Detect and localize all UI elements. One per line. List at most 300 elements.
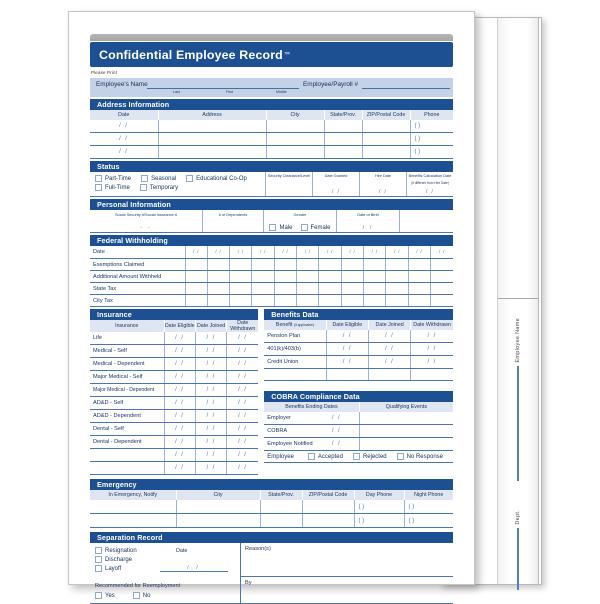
benefits-date-eligible[interactable]: / / bbox=[326, 356, 368, 369]
cobra-header-row bbox=[264, 402, 453, 412]
cobra-date-cell[interactable]: / / bbox=[314, 438, 359, 451]
benefits-date-joined[interactable]: / / bbox=[368, 330, 410, 343]
address-city-cell[interactable] bbox=[266, 146, 324, 159]
label-date-granted: Date Granted bbox=[324, 174, 348, 178]
insurance-date-withdrawn[interactable]: / / bbox=[227, 371, 258, 384]
label-employee: Employee bbox=[267, 453, 294, 460]
insurance-col-name: Insurance bbox=[90, 320, 164, 332]
insurance-date-joined[interactable]: / / bbox=[195, 449, 226, 462]
fw-cell[interactable] bbox=[341, 271, 363, 283]
fw-cell[interactable] bbox=[207, 295, 229, 307]
emergency-day-phone-cell[interactable]: ( ) bbox=[354, 500, 404, 514]
separation-body bbox=[90, 543, 453, 604]
insurance-date-joined[interactable]: / / bbox=[195, 384, 226, 397]
fw-cell[interactable] bbox=[408, 271, 430, 283]
insurance-date-eligible[interactable]: / / bbox=[164, 371, 195, 384]
address-street-cell[interactable] bbox=[158, 133, 266, 146]
benefits-date-eligible[interactable]: / / bbox=[326, 343, 368, 356]
tab-label-dept: Dept. bbox=[515, 510, 521, 525]
insurance-header-row bbox=[90, 320, 258, 332]
fw-cell[interactable] bbox=[274, 283, 296, 295]
field-hire-date[interactable] bbox=[359, 172, 406, 196]
label-separation-date: Date bbox=[176, 548, 188, 554]
checkbox-reemployment-no[interactable] bbox=[133, 592, 140, 599]
fw-cell[interactable] bbox=[341, 259, 363, 271]
benefits-date-withdrawn[interactable]: / / bbox=[411, 343, 453, 356]
label-temporary: Temporary bbox=[149, 184, 179, 191]
trademark-symbol: ™ bbox=[283, 51, 290, 58]
table-row bbox=[90, 397, 258, 410]
table-row bbox=[90, 259, 453, 271]
fw-date-cell[interactable]: / / bbox=[185, 246, 207, 259]
status-row-1 bbox=[95, 175, 265, 182]
insurance-date-eligible[interactable]: / / bbox=[164, 410, 195, 423]
tab-field-employee-name bbox=[498, 318, 538, 481]
insurance-date-eligible[interactable]: / / bbox=[164, 358, 195, 371]
insurance-date-joined[interactable]: / / bbox=[195, 358, 226, 371]
fw-cell[interactable] bbox=[297, 295, 319, 307]
checkbox-discharge[interactable] bbox=[95, 556, 102, 563]
fw-date-cell[interactable]: / / bbox=[207, 246, 229, 259]
gender-options bbox=[264, 224, 336, 231]
fw-cell[interactable] bbox=[386, 283, 408, 295]
status-checkbox-group bbox=[90, 172, 265, 196]
insurance-date-withdrawn[interactable]: / / bbox=[227, 397, 258, 410]
fw-date-cell[interactable]: / / bbox=[386, 246, 408, 259]
fw-cell[interactable] bbox=[431, 271, 453, 283]
benefits-cobra-column bbox=[264, 309, 453, 475]
address-state-cell[interactable] bbox=[324, 133, 362, 146]
label-female: Female bbox=[310, 224, 331, 231]
emergency-header-row bbox=[90, 490, 453, 500]
fw-row-label-additional: Additional Amount Withheld bbox=[90, 271, 185, 283]
table-row bbox=[90, 449, 258, 462]
fw-cell[interactable] bbox=[252, 259, 274, 271]
label-resignation: Resignation bbox=[105, 547, 137, 554]
address-state-cell[interactable] bbox=[324, 146, 362, 159]
address-phone-cell[interactable]: ( ) bbox=[410, 120, 453, 133]
table-row bbox=[90, 514, 453, 528]
insurance-date-withdrawn[interactable]: / / bbox=[227, 332, 258, 345]
benefits-date-eligible[interactable]: / / bbox=[326, 330, 368, 343]
checkbox-temporary[interactable] bbox=[140, 184, 147, 191]
emergency-col-notify: In Emergency, Notify bbox=[90, 490, 176, 500]
label-no-response: No Response bbox=[406, 453, 443, 460]
benefits-col-label: Benefit bbox=[275, 322, 293, 328]
emergency-notify-cell[interactable] bbox=[90, 514, 176, 528]
insurance-row-label: AD&D - Self bbox=[90, 397, 164, 410]
insurance-date-withdrawn[interactable]: / / bbox=[227, 423, 258, 436]
label-hire-date: Hire Date bbox=[374, 174, 392, 178]
fw-cell[interactable] bbox=[386, 295, 408, 307]
two-column-area bbox=[90, 309, 453, 475]
insurance-date-joined[interactable]: / / bbox=[195, 397, 226, 410]
fw-cell[interactable] bbox=[185, 271, 207, 283]
document-title-bar bbox=[90, 42, 453, 67]
emergency-state-cell[interactable] bbox=[260, 514, 302, 528]
table-row bbox=[90, 246, 453, 259]
value-ssn: - - bbox=[140, 225, 152, 231]
cobra-event-cell[interactable] bbox=[359, 425, 453, 438]
field-dependents[interactable] bbox=[203, 210, 264, 232]
fw-cell[interactable] bbox=[341, 295, 363, 307]
insurance-date-joined[interactable]: / / bbox=[195, 462, 226, 475]
label-full-time: Full-Time bbox=[105, 184, 130, 191]
checkbox-educational-co-op[interactable] bbox=[186, 175, 193, 182]
insurance-row-label: Major Medical - Self bbox=[90, 371, 164, 384]
field-ssn[interactable] bbox=[90, 210, 203, 232]
title-gray-bar bbox=[90, 34, 453, 41]
payroll-number-input[interactable] bbox=[362, 88, 450, 89]
insurance-row-label: Medical - Self bbox=[90, 345, 164, 358]
fw-cell[interactable] bbox=[252, 295, 274, 307]
checkbox-layoff[interactable] bbox=[95, 565, 102, 572]
insurance-date-withdrawn[interactable]: / / bbox=[227, 449, 258, 462]
insurance-table bbox=[90, 320, 258, 475]
field-gender bbox=[264, 210, 337, 232]
fw-cell[interactable] bbox=[319, 259, 341, 271]
table-row bbox=[264, 438, 453, 451]
fw-cell[interactable] bbox=[408, 259, 430, 271]
field-date-granted[interactable] bbox=[312, 172, 359, 196]
insurance-row-label[interactable] bbox=[90, 449, 164, 462]
please-print-note: Please Print bbox=[91, 70, 118, 75]
table-row bbox=[90, 423, 258, 436]
field-date-of-birth[interactable] bbox=[337, 210, 400, 232]
fw-date-cell[interactable]: / / bbox=[274, 246, 296, 259]
fw-cell[interactable] bbox=[319, 295, 341, 307]
insurance-date-joined[interactable]: / / bbox=[195, 332, 226, 345]
checkbox-resignation[interactable] bbox=[95, 547, 102, 554]
fw-cell[interactable] bbox=[297, 259, 319, 271]
label-discharge: Discharge bbox=[105, 556, 133, 563]
emergency-col-night-phone: Night Phone bbox=[404, 490, 453, 500]
employee-name-label: Employee's Name bbox=[96, 81, 148, 88]
fw-cell[interactable] bbox=[431, 295, 453, 307]
field-benefits-calc-date[interactable] bbox=[406, 172, 453, 196]
address-city-cell[interactable] bbox=[266, 133, 324, 146]
address-phone-cell[interactable]: ( ) bbox=[410, 133, 453, 146]
input-separation-date[interactable]: / / bbox=[160, 565, 228, 572]
address-col-zip: ZIP/Postal Code bbox=[362, 110, 410, 120]
fw-cell[interactable] bbox=[252, 271, 274, 283]
checkbox-seasonal[interactable] bbox=[141, 175, 148, 182]
fw-cell[interactable] bbox=[207, 259, 229, 271]
address-street-cell[interactable] bbox=[158, 120, 266, 133]
insurance-date-withdrawn[interactable]: / / bbox=[227, 384, 258, 397]
fw-cell[interactable] bbox=[364, 295, 386, 307]
address-date-cell[interactable]: / / bbox=[90, 120, 158, 133]
benefits-date-joined[interactable] bbox=[368, 369, 410, 381]
fw-cell[interactable] bbox=[207, 283, 229, 295]
table-row bbox=[90, 410, 258, 423]
benefits-date-eligible[interactable] bbox=[326, 369, 368, 381]
fw-cell[interactable] bbox=[252, 283, 274, 295]
section-header-cobra: COBRA Compliance Data bbox=[264, 391, 453, 402]
cobra-event-cell[interactable] bbox=[359, 438, 453, 451]
benefits-col-date-joined: Date Joined bbox=[368, 320, 410, 330]
fw-cell[interactable] bbox=[341, 283, 363, 295]
table-row bbox=[90, 120, 453, 133]
label-recommended-reemployment: Recommended for Reemployment bbox=[95, 583, 181, 589]
insurance-row-label: Dental - Self bbox=[90, 423, 164, 436]
checkbox-accepted[interactable] bbox=[308, 453, 315, 460]
insurance-row-label: AD&D - Dependent bbox=[90, 410, 164, 423]
folder-side-tab bbox=[497, 17, 539, 585]
checkbox-no-response[interactable] bbox=[397, 453, 404, 460]
benefits-row-label: Credit Union bbox=[264, 356, 326, 369]
address-state-cell[interactable] bbox=[324, 120, 362, 133]
table-row bbox=[90, 462, 258, 475]
sublabel-benefits-calc-date: (if different from Hire Date) bbox=[411, 180, 449, 185]
insurance-row-label: Major Medical - Dependent bbox=[90, 384, 164, 397]
field-personal-extra[interactable] bbox=[400, 210, 453, 232]
address-date-cell[interactable]: / / bbox=[90, 146, 158, 159]
tab-divider bbox=[498, 298, 538, 299]
emergency-night-phone-cell[interactable]: ( ) bbox=[404, 500, 453, 514]
label-security-clearance: Security Clearance/Level bbox=[267, 174, 311, 178]
insurance-date-joined[interactable]: / / bbox=[195, 436, 226, 449]
cobra-row-label: Employer bbox=[264, 412, 314, 425]
benefits-col-date-eligible: Date Eligible bbox=[326, 320, 368, 330]
fw-cell[interactable] bbox=[230, 271, 252, 283]
benefits-date-withdrawn[interactable]: / / bbox=[411, 356, 453, 369]
cobra-col-ending-dates: Benefits Ending Dates bbox=[264, 402, 359, 412]
value-hire-date: / / bbox=[378, 189, 388, 195]
emergency-zip-cell[interactable] bbox=[302, 514, 354, 528]
page-title: Confidential Employee Record bbox=[99, 47, 283, 62]
address-table bbox=[90, 110, 453, 159]
cobra-date-cell[interactable]: / / bbox=[314, 425, 359, 438]
insurance-date-withdrawn[interactable]: / / bbox=[227, 345, 258, 358]
insurance-date-eligible[interactable]: / / bbox=[164, 345, 195, 358]
name-sublabel-middle: Middle bbox=[276, 90, 287, 94]
benefits-date-withdrawn[interactable] bbox=[411, 369, 453, 381]
benefits-date-joined[interactable]: / / bbox=[368, 356, 410, 369]
input-by[interactable]: By bbox=[245, 580, 252, 586]
payroll-number-label: Employee/Payroll # bbox=[303, 81, 359, 88]
cobra-date-cell[interactable]: / / bbox=[314, 412, 359, 425]
section-header-status: Status bbox=[90, 161, 453, 172]
fw-cell[interactable] bbox=[297, 283, 319, 295]
table-row bbox=[90, 332, 258, 345]
fw-cell[interactable] bbox=[364, 283, 386, 295]
fw-date-cell[interactable]: / / bbox=[319, 246, 341, 259]
insurance-date-eligible[interactable]: / / bbox=[164, 449, 195, 462]
input-reasons[interactable]: Reason(s) bbox=[241, 543, 453, 577]
section-header-separation: Separation Record bbox=[90, 532, 453, 543]
benefits-date-withdrawn[interactable]: / / bbox=[411, 330, 453, 343]
cobra-row-label: Employee Notified bbox=[264, 438, 314, 451]
table-row bbox=[90, 345, 258, 358]
benefits-row-label: 401(k)/403(b) bbox=[264, 343, 326, 356]
insurance-date-joined[interactable]: / / bbox=[195, 345, 226, 358]
fw-cell[interactable] bbox=[408, 295, 430, 307]
reemployment-block bbox=[95, 583, 180, 599]
table-row bbox=[90, 384, 258, 397]
employee-name-band bbox=[90, 78, 453, 97]
fw-cell[interactable] bbox=[408, 283, 430, 295]
insurance-date-joined[interactable]: / / bbox=[195, 410, 226, 423]
insurance-date-eligible[interactable]: / / bbox=[164, 462, 195, 475]
address-zip-cell[interactable] bbox=[362, 146, 410, 159]
fw-date-cell[interactable]: / / bbox=[297, 246, 319, 259]
insurance-date-eligible[interactable]: / / bbox=[164, 332, 195, 345]
fw-cell[interactable] bbox=[319, 271, 341, 283]
table-row bbox=[264, 412, 453, 425]
insurance-date-eligible[interactable]: / / bbox=[164, 423, 195, 436]
cobra-col-qualifying-events: Qualifying Events bbox=[359, 402, 453, 412]
tab-write-line bbox=[517, 528, 518, 590]
fw-date-cell[interactable]: / / bbox=[230, 246, 252, 259]
table-row bbox=[264, 356, 453, 369]
fw-row-label-exemptions: Exemptions Claimed bbox=[90, 259, 185, 271]
address-zip-cell[interactable] bbox=[362, 120, 410, 133]
address-col-address: Address bbox=[158, 110, 266, 120]
label-benefits-calc-date: Benefits Calculation Date bbox=[408, 174, 452, 178]
fw-date-cell[interactable]: / / bbox=[431, 246, 453, 259]
emergency-notify-cell[interactable] bbox=[90, 500, 176, 514]
fw-cell[interactable] bbox=[386, 271, 408, 283]
field-security-clearance[interactable] bbox=[265, 172, 312, 196]
benefits-date-joined[interactable]: / / bbox=[368, 343, 410, 356]
federal-withholding-table bbox=[90, 246, 453, 307]
fw-cell[interactable] bbox=[319, 283, 341, 295]
fw-cell[interactable] bbox=[230, 295, 252, 307]
emergency-city-cell[interactable] bbox=[176, 514, 260, 528]
fw-cell[interactable] bbox=[274, 295, 296, 307]
benefits-col-date-withdrawn: Date Withdrawn bbox=[411, 320, 453, 330]
section-header-federal-withholding: Federal Withholding bbox=[90, 235, 453, 246]
label-ssn: Social Security #/Social Insurance # bbox=[114, 212, 178, 217]
personal-info-body bbox=[90, 210, 453, 233]
checkbox-male[interactable] bbox=[269, 224, 276, 231]
fw-row-label-city-tax: City Tax bbox=[90, 295, 185, 307]
label-dependents: # of Dependents bbox=[218, 212, 248, 217]
address-col-state: State/Prov. bbox=[324, 110, 362, 120]
value-date-granted: / / bbox=[331, 189, 341, 195]
insurance-row-label[interactable] bbox=[90, 462, 164, 475]
fw-cell[interactable] bbox=[207, 271, 229, 283]
fw-cell[interactable] bbox=[185, 283, 207, 295]
checkbox-full-time[interactable] bbox=[95, 184, 102, 191]
separation-row-discharge bbox=[95, 556, 240, 563]
label-educational-co-op: Educational Co-Op bbox=[196, 175, 247, 182]
fw-cell[interactable] bbox=[364, 259, 386, 271]
fw-cell[interactable] bbox=[297, 271, 319, 283]
insurance-date-withdrawn[interactable]: / / bbox=[227, 358, 258, 371]
emergency-day-phone-cell[interactable]: ( ) bbox=[354, 514, 404, 528]
fw-cell[interactable] bbox=[274, 271, 296, 283]
address-zip-cell[interactable] bbox=[362, 133, 410, 146]
label-male: Male bbox=[279, 224, 293, 231]
emergency-state-cell[interactable] bbox=[260, 500, 302, 514]
table-row bbox=[90, 500, 453, 514]
tab-field-dept bbox=[498, 510, 538, 590]
insurance-date-joined[interactable]: / / bbox=[195, 371, 226, 384]
cobra-table bbox=[264, 402, 453, 451]
fw-row-label-date: Date bbox=[90, 246, 185, 259]
emergency-col-state: State/Prov. bbox=[260, 490, 302, 500]
fw-cell[interactable] bbox=[185, 295, 207, 307]
emergency-zip-cell[interactable] bbox=[302, 500, 354, 514]
insurance-col-date-eligible: Date Eligible bbox=[164, 320, 195, 332]
section-header-insurance: Insurance bbox=[90, 309, 258, 320]
address-col-phone: Phone bbox=[410, 110, 453, 120]
insurance-date-withdrawn[interactable]: / / bbox=[227, 410, 258, 423]
fw-row-label-state-tax: State Tax bbox=[90, 283, 185, 295]
emergency-city-cell[interactable] bbox=[176, 500, 260, 514]
checkbox-rejected[interactable] bbox=[353, 453, 360, 460]
fw-cell[interactable] bbox=[386, 259, 408, 271]
address-phone-cell[interactable]: ( ) bbox=[410, 146, 453, 159]
fw-date-cell[interactable]: / / bbox=[408, 246, 430, 259]
table-row bbox=[90, 358, 258, 371]
label-seasonal: Seasonal bbox=[151, 175, 177, 182]
benefits-col-benefit bbox=[264, 320, 326, 330]
table-row bbox=[264, 343, 453, 356]
fw-cell[interactable] bbox=[431, 259, 453, 271]
emergency-night-phone-cell[interactable]: ( ) bbox=[404, 514, 453, 528]
fw-cell[interactable] bbox=[431, 283, 453, 295]
address-date-cell[interactable]: / / bbox=[90, 133, 158, 146]
checkbox-part-time[interactable] bbox=[95, 175, 102, 182]
insurance-date-withdrawn[interactable]: / / bbox=[227, 436, 258, 449]
cobra-event-cell[interactable] bbox=[359, 412, 453, 425]
fw-cell[interactable] bbox=[274, 259, 296, 271]
insurance-date-withdrawn[interactable]: / / bbox=[227, 462, 258, 475]
table-row bbox=[264, 369, 453, 381]
insurance-column bbox=[90, 309, 258, 475]
insurance-row-label: Dental - Dependent bbox=[90, 436, 164, 449]
address-street-cell[interactable] bbox=[158, 146, 266, 159]
fw-cell[interactable] bbox=[364, 271, 386, 283]
fw-date-cell[interactable]: / / bbox=[341, 246, 363, 259]
table-row bbox=[90, 436, 258, 449]
table-row bbox=[90, 146, 453, 159]
insurance-date-joined[interactable]: / / bbox=[195, 423, 226, 436]
benefits-col-note: (if applicable) bbox=[293, 323, 315, 327]
table-row bbox=[90, 283, 453, 295]
emergency-col-zip: ZIP/Postal Code bbox=[302, 490, 354, 500]
label-gender: Gender bbox=[293, 212, 307, 217]
fw-cell[interactable] bbox=[230, 283, 252, 295]
section-header-personal: Personal Information bbox=[90, 199, 453, 210]
insurance-date-eligible[interactable]: / / bbox=[164, 436, 195, 449]
employee-name-input[interactable] bbox=[147, 88, 299, 89]
cobra-row-label: COBRA bbox=[264, 425, 314, 438]
address-city-cell[interactable] bbox=[266, 120, 324, 133]
checkbox-reemployment-yes[interactable] bbox=[95, 592, 102, 599]
fw-cell[interactable] bbox=[185, 259, 207, 271]
label-yes: Yes bbox=[105, 592, 115, 599]
insurance-date-eligible[interactable]: / / bbox=[164, 397, 195, 410]
insurance-date-eligible[interactable]: / / bbox=[164, 384, 195, 397]
cobra-employee-response-row bbox=[264, 451, 453, 463]
fw-cell[interactable] bbox=[230, 259, 252, 271]
table-row bbox=[90, 371, 258, 384]
checkbox-female[interactable] bbox=[301, 224, 308, 231]
emergency-col-city: City bbox=[176, 490, 260, 500]
form-content bbox=[90, 34, 453, 604]
benefits-row-label[interactable] bbox=[264, 369, 326, 381]
label-accepted: Accepted bbox=[317, 453, 343, 460]
insurance-col-date-withdrawn: Date Withdrawn bbox=[227, 320, 258, 332]
fw-date-cell[interactable]: / / bbox=[252, 246, 274, 259]
status-row-2 bbox=[95, 184, 265, 191]
insurance-col-date-joined: Date Joined bbox=[195, 320, 226, 332]
fw-date-cell[interactable]: / / bbox=[364, 246, 386, 259]
